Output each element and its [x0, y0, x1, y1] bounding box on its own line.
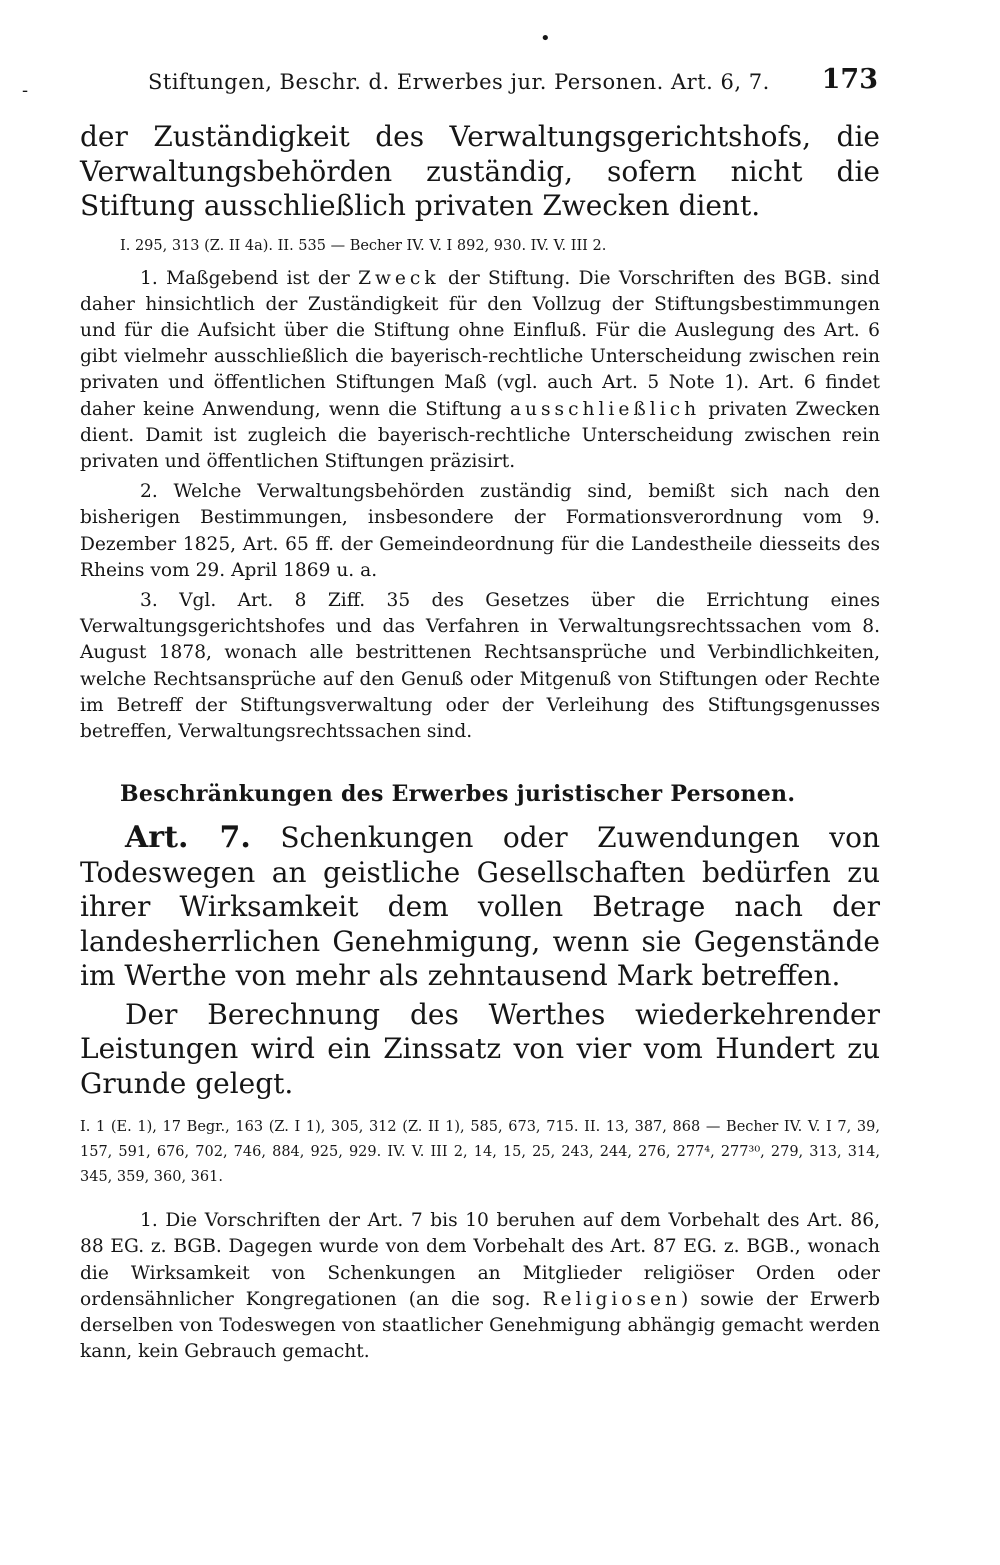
note-text: der Stiftung. Die Vorschriften des BGB. sind daher hinsichtlich der Zuständigkeit für den Vollzug der Stiftungsbestimmungen und für die Aufsicht über die Stiftung ohne Einfluß. Für die Auslegung des Art. 6 gibt vielmehr ausschließlich die bayerisch-rechtliche Unterscheidung zwischen rein privaten und öffentlichen Stiftungen Maß (vgl. auch Art. 5 Note 1). Art. 6 findet daher keine Anwendung, wenn die Stiftung	[80, 267, 880, 420]
note-1	[80, 1208, 880, 1365]
emphasis-text: Religiosen	[542, 1288, 682, 1310]
note-text: ) sowie der Erwerb derselben von Todeswegen von staatlicher Genehmigung abhängig gemacht werden kann, kein Gebrauch gemacht.	[80, 1288, 880, 1363]
article-7	[80, 821, 880, 1101]
margin-mark: -	[22, 80, 29, 101]
article-title: Art. 7.	[125, 820, 251, 856]
note-text: 1. Die Vorschriften der Art. 7 bis 10 beruhen auf dem Vorbehalt des Art. 86, 88 EG. z. BGB. Dagegen wurde von dem Vorbehalt des Art. 87 EG. z. BGB., wonach die Wirksamkeit von Schenkungen an Mitglieder religiöser Orden oder ordensähnlicher Kongregationen (an die sog.	[80, 1210, 880, 1310]
art7-references: I. 1 (E. 1), 17 Begr., 163 (Z. I 1), 305, 312 (Z. II 1), 585, 673, 715. II. 13, 387, 868 — Becher IV. V. I 7, 39, 157, 591, 676, 702, 746, 884, 925, 929. IV. V. III 2, 14, 15, 25, 243, 244, 276, 277⁴, 277³⁰, 279, 313, 314, 345, 359, 360, 361.	[80, 1119, 880, 1186]
section-heading: Beschränkungen des Erwerbes juristischer Personen.	[120, 781, 796, 808]
page-header	[80, 58, 880, 108]
page-number: 173	[821, 64, 878, 95]
margin-mark: •	[540, 28, 551, 49]
art7-notes	[80, 1208, 880, 1365]
note-1	[80, 266, 880, 476]
paragraph-text: Schenkungen oder Zuwendungen von Todeswegen an geistliche Gesellschaften bedürfen zu ihrer Wirksamkeit dem vollen Betrage nach der landesherrlichen Genehmigung, wenn sie Gegenstände im Werthe von mehr als zehntausend Mark betreffen.	[80, 821, 880, 993]
note-text: 1. Maßgebend ist der	[140, 267, 350, 289]
emphasis-text: ausschließlich	[509, 398, 701, 420]
book-page	[80, 58, 880, 1365]
note-3: 3. Vgl. Art. 8 Ziff. 35 des Gesetzes über die Errichtung eines Verwaltungsgerichtshofes und das Verfahren in Verwaltungsrechtssachen vom 8. August 1878, wonach alle bestrittenen Rechtsansprüche und Verbindlichkeiten, welche Rechtsansprüche auf den Genuß oder Mitgenuß von Stiftungen oder Rechte im Betreff der Stiftungsverwaltung oder der Verleihung des Stiftungsgenusses betreffen, Verwaltungsrechtssachen sind.	[80, 589, 880, 742]
emphasis-text: Zweck	[358, 267, 440, 289]
art6-references: I. 295, 313 (Z. II 4a). II. 535 — Becher IV. V. I 892, 930. IV. V. III 2.	[120, 237, 607, 254]
note-2: 2. Welche Verwaltungsbehörden zuständig sind, bemißt sich nach den bisherigen Bestimmungen, insbesondere der Formationsverordnung vom 9. Dezember 1825, Art. 65 ff. der Gemeindeordnung für die Landestheile diesseits des Rheins vom 29. April 1869 u. a.	[80, 481, 880, 581]
art7-paragraph-2: Der Berechnung des Werthes wiederkehrender Leistungen wird ein Zinssatz von vier vom Hundert zu Grunde gelegt.	[80, 997, 880, 1100]
note-text: privaten Zwecken dient. Damit ist zugleich die bayerisch-rechtliche Unterscheidung zwischen rein privaten und öffentlichen Stiftungen präzisirt.	[80, 398, 880, 472]
art6-continuation: der Zuständigkeit des Verwaltungsgerichtshofs, die Verwaltungsbehörden zuständig, sofern nicht die Stiftung ausschließlich privaten Zwecken dient.	[80, 120, 880, 222]
art7-paragraph-1	[80, 821, 880, 994]
running-title: Stiftungen, Beschr. d. Erwerbes jur. Personen. Art. 6, 7.	[148, 70, 770, 94]
art6-notes	[80, 266, 880, 746]
